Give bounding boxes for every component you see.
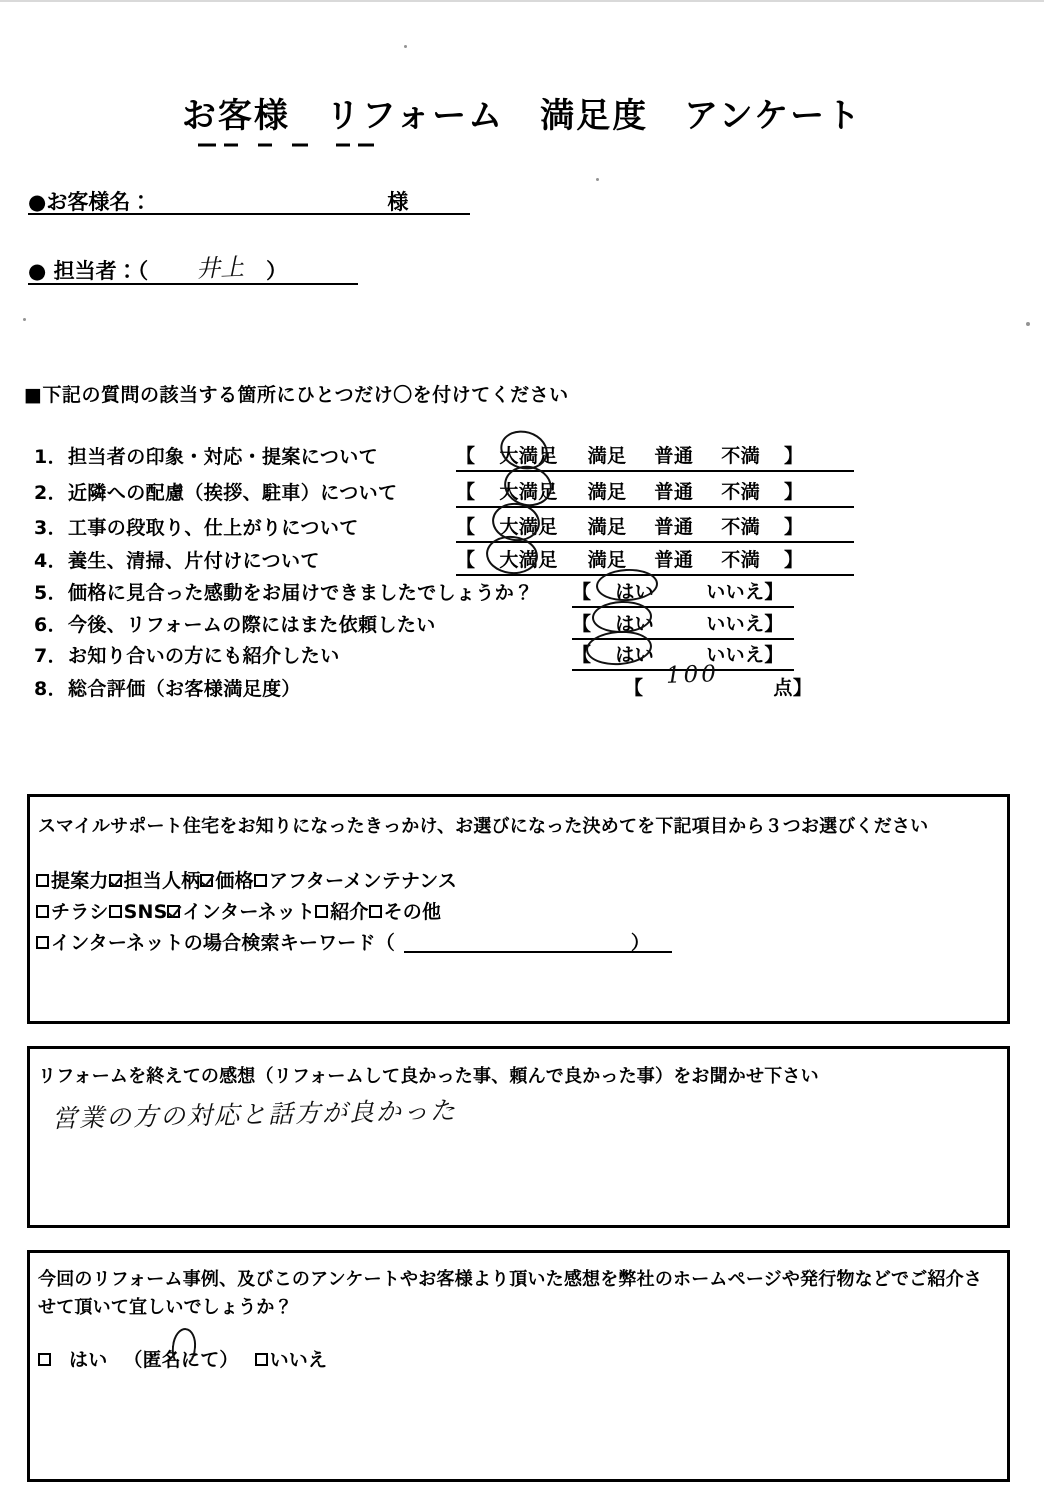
staff-name-label: ● 担当者： xyxy=(28,259,138,283)
label-chirashi[interactable]: チラシ xyxy=(51,901,109,923)
option-hai[interactable]: はい xyxy=(615,581,655,603)
section-consent-heading: 今回のリフォーム事例、及びこのアンケートやお客様より頂いた感想を弊社のホームページや発行物などでご紹介させて頂いて宜しいでしょうか？ xyxy=(38,1269,983,1318)
question-8-handwritten-score: 100 xyxy=(665,661,720,689)
bracket-close: 】 xyxy=(784,549,804,571)
bracket-open: 【 xyxy=(572,613,592,635)
question-6-label xyxy=(34,610,436,637)
checkbox-consent-iie[interactable] xyxy=(255,1353,268,1366)
question-6-text: 今後、リフォームの際にはまた依頼したい xyxy=(68,614,436,636)
question-2-options[interactable] xyxy=(456,477,854,508)
label-kakaku[interactable]: 価格 xyxy=(215,870,254,892)
bracket-open: 【 xyxy=(456,549,476,571)
question-1-label xyxy=(34,442,378,469)
bracket-open: 【 xyxy=(572,644,592,666)
option-manzoku[interactable]: 満足 xyxy=(587,445,627,467)
option-daimanzoku[interactable]: 大満足 xyxy=(499,516,558,538)
keyword-paren-open: （ xyxy=(375,932,395,954)
label-tantou-hitogara[interactable]: 担当人柄 xyxy=(123,870,201,892)
checkbox-keyword[interactable] xyxy=(36,936,49,949)
option-fuman[interactable]: 不満 xyxy=(721,481,761,503)
scan-speck xyxy=(23,318,26,321)
question-8-label xyxy=(34,674,301,701)
question-6-options[interactable] xyxy=(572,609,794,640)
option-futsu[interactable]: 普通 xyxy=(654,481,694,503)
question-5-options[interactable] xyxy=(572,577,794,608)
label-consent-hai[interactable]: はい xyxy=(69,1349,108,1371)
checkbox-teiansryoku[interactable] xyxy=(36,874,49,887)
question-7-number: 7． xyxy=(34,645,68,667)
checkbox-tantou-hitogara[interactable] xyxy=(109,874,122,887)
question-2-text: 近隣への配慮（挨拶、駐車）について xyxy=(68,482,398,504)
label-keyword: インターネットの場合検索キーワード xyxy=(51,932,376,954)
staff-name-handwritten-value: 井上 xyxy=(195,252,245,284)
customer-name-underline xyxy=(28,213,470,215)
bracket-open: 【 xyxy=(624,677,644,699)
label-sns[interactable]: SNS xyxy=(123,901,168,923)
option-fuman[interactable]: 不満 xyxy=(721,516,761,538)
option-daimanzoku[interactable]: 大満足 xyxy=(499,481,558,503)
question-5-label xyxy=(34,578,534,605)
option-hai[interactable]: はい xyxy=(615,644,655,666)
question-8-text: 総合評価（お客様満足度） xyxy=(68,678,301,700)
question-4-options[interactable] xyxy=(456,545,854,576)
bracket-open: 【 xyxy=(572,581,592,603)
question-4-number: 4． xyxy=(34,550,68,572)
option-manzoku[interactable]: 満足 xyxy=(587,516,627,538)
checkbox-sns[interactable] xyxy=(109,905,122,918)
checkbox-chirashi[interactable] xyxy=(36,905,49,918)
question-3-label xyxy=(34,513,359,540)
keyword-underline xyxy=(404,951,672,953)
question-6-number: 6． xyxy=(34,614,68,636)
section-impression-heading: リフォームを終えての感想（リフォームして良かった事、頼んで良かった事）をお聞かせ下さい xyxy=(38,1066,819,1087)
question-1-text: 担当者の印象・対応・提案について xyxy=(68,446,379,468)
checkbox-shoukai[interactable] xyxy=(315,905,328,918)
staff-paren-close: ） xyxy=(266,259,288,283)
customer-name-suffix: 様 xyxy=(387,190,409,214)
option-hai[interactable]: はい xyxy=(615,613,655,635)
label-shoukai[interactable]: 紹介 xyxy=(330,901,369,923)
question-1-number: 1． xyxy=(34,446,68,468)
option-manzoku[interactable]: 満足 xyxy=(587,481,627,503)
checkbox-sonota[interactable] xyxy=(369,905,382,918)
label-internet[interactable]: インターネット xyxy=(182,901,316,923)
customer-name-row xyxy=(28,186,408,216)
checkbox-after-maintenance[interactable] xyxy=(254,874,267,887)
option-fuman[interactable]: 不満 xyxy=(721,445,761,467)
option-iie[interactable]: いいえ xyxy=(706,581,765,603)
question-1-options[interactable] xyxy=(456,441,854,472)
checkbox-kakaku[interactable] xyxy=(200,874,213,887)
question-2-number: 2． xyxy=(34,482,68,504)
scan-speck xyxy=(1026,322,1030,326)
question-8-number: 8． xyxy=(34,678,68,700)
option-iie[interactable]: いいえ xyxy=(706,644,765,666)
instruction-text: ■下記の質問の該当する箇所にひとつだけ〇を付けてください xyxy=(24,384,569,406)
bracket-open: 【 xyxy=(456,481,476,503)
option-manzoku[interactable]: 満足 xyxy=(587,549,627,571)
section-sources-row-1[interactable] xyxy=(36,866,457,893)
customer-name-label: ●お客様名： xyxy=(28,190,152,214)
checkbox-internet[interactable] xyxy=(167,905,180,918)
bracket-close: 】 xyxy=(792,677,813,699)
bracket-close: 】 xyxy=(784,481,804,503)
question-3-options[interactable] xyxy=(456,512,854,543)
staff-name-row xyxy=(28,255,287,285)
question-7-label xyxy=(34,641,340,668)
question-3-number: 3． xyxy=(34,517,68,539)
question-4-label xyxy=(34,546,320,573)
bracket-close: 】 xyxy=(784,516,804,538)
bracket-open: 【 xyxy=(456,445,476,467)
question-5-number: 5． xyxy=(34,582,68,604)
option-daimanzoku[interactable]: 大満足 xyxy=(499,549,558,571)
score-unit: 点 xyxy=(773,677,793,699)
bracket-close: 】 xyxy=(764,581,784,603)
question-4-text: 養生、清掃、片付けについて xyxy=(68,550,320,572)
option-futsu[interactable]: 普通 xyxy=(654,516,694,538)
title-underline-dashes xyxy=(196,140,414,150)
scan-speck xyxy=(596,178,599,181)
scan-speck xyxy=(404,45,407,48)
bracket-close: 】 xyxy=(764,644,784,666)
page-title: お客様 リフォーム 満足度 アンケート xyxy=(181,96,863,136)
label-teiansryoku[interactable]: 提案力 xyxy=(51,870,109,892)
option-futsu[interactable]: 普通 xyxy=(654,445,694,467)
option-futsu[interactable]: 普通 xyxy=(654,549,694,571)
section-sources-row-2[interactable] xyxy=(36,897,441,924)
bracket-open: 【 xyxy=(456,516,476,538)
question-3-text: 工事の段取り、仕上がりについて xyxy=(68,517,359,539)
staff-paren-open: （ xyxy=(137,259,149,283)
bracket-close: 】 xyxy=(784,445,804,467)
label-consent-iie[interactable]: いいえ xyxy=(269,1349,328,1371)
label-anonymous-note[interactable]: （匿名にて） xyxy=(123,1349,239,1371)
section-impression-handwritten-answer: 営業の方の対応と話方が良かった xyxy=(51,1095,458,1134)
question-5-text: 価格に見合った感動をお届けできましたでしょうか？ xyxy=(68,582,534,604)
scan-artifact-top xyxy=(0,0,1044,2)
bracket-close: 】 xyxy=(764,613,784,635)
option-iie[interactable]: いいえ xyxy=(706,613,765,635)
question-2-label xyxy=(34,478,397,505)
label-after-maintenance[interactable]: アフターメンテナンス xyxy=(268,870,458,892)
staff-name-underline xyxy=(28,283,358,285)
option-daimanzoku[interactable]: 大満足 xyxy=(499,445,558,467)
question-7-text: お知り合いの方にも紹介したい xyxy=(68,645,340,667)
checkbox-consent-hai[interactable] xyxy=(38,1353,51,1366)
option-fuman[interactable]: 不満 xyxy=(721,549,761,571)
section-sources-heading: スマイルサポート住宅をお知りになったきっかけ、お選びになった決めてを下記項目から３つお選びください xyxy=(38,816,929,837)
keyword-paren-close: ） xyxy=(630,932,651,954)
label-sonota[interactable]: その他 xyxy=(383,901,442,923)
